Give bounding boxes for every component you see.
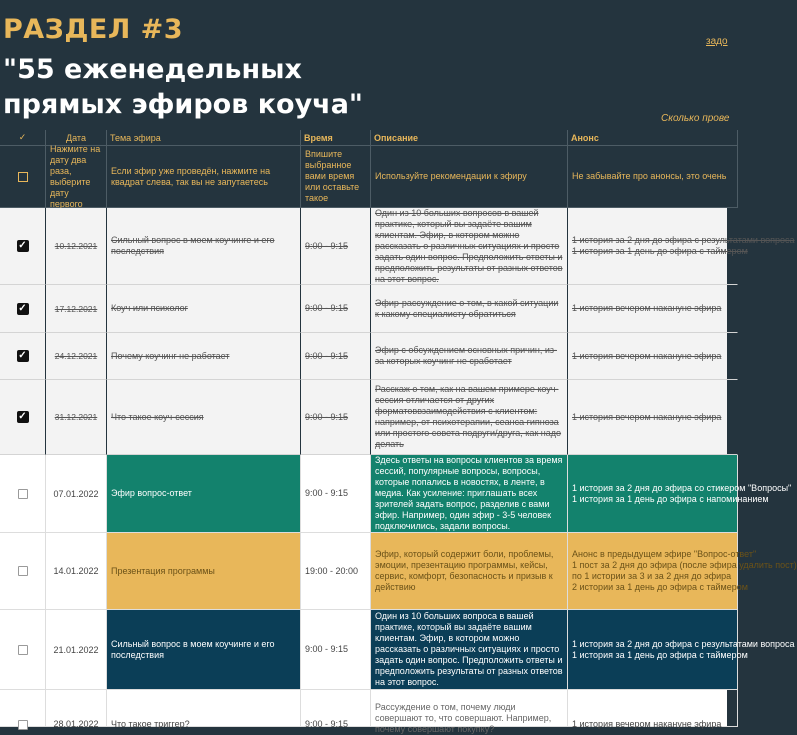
row-description: Рассуждение о том, почему люди совершают то, что совершают. Например, почему совершают покупку?: [375, 702, 552, 734]
page-title: [3, 52, 363, 122]
select-all-checkbox[interactable]: [18, 172, 28, 182]
row-date: 28.01.2022: [53, 719, 99, 729]
row-check-cell: [0, 690, 46, 727]
row-topic: Сильный вопрос в моем коучинге и его последствия: [111, 638, 275, 660]
row-topic: Коуч или психолог: [111, 303, 188, 313]
row-time: 9:00 - 9:15: [305, 719, 349, 729]
instruction-time: Впишите выбранное вами время или оставьте такое: [305, 149, 360, 203]
row-time: 9:00 - 9:15: [305, 488, 349, 498]
col-header-announce: Анонс: [568, 130, 738, 146]
row-check-cell: [0, 333, 46, 380]
row-description-cell: [371, 208, 568, 285]
row-checkbox-checked[interactable]: ✓: [18, 240, 27, 251]
table-row: [0, 533, 797, 610]
side-note: Сколько прове: [661, 113, 730, 124]
row-description: Один из 10 больших вопросов в вашей практике, который вы задаёте вашим клиентам. Эфир, в котором можно рассказать о различных ситуациях и просто задать один вопрос. Предположить ответы и предположить результаты от разных ответов на этот вопрос.: [375, 207, 563, 284]
row-time-cell: [301, 610, 371, 690]
table-row: [0, 207, 795, 285]
row-time: 9:00 - 9:15: [305, 240, 349, 251]
row-announce: 1 история вечером накануне эфира: [572, 411, 722, 422]
row-checkbox[interactable]: [18, 645, 28, 655]
row-description: Эфир, который содержит боли, проблемы, эмоции, презентацию программы, кейсы, сервис, комфорт, безопасность и призыв к действию: [375, 549, 554, 592]
table-header-row: [0, 130, 727, 146]
row-description-cell: [371, 380, 568, 455]
row-topic-cell: [107, 208, 301, 285]
row-topic: Сильный вопрос в моем коучинге и его последствия: [111, 235, 275, 256]
row-date: 07.01.2022: [53, 488, 99, 499]
row-date-cell[interactable]: [46, 455, 107, 533]
row-description: Эфир с обсуждением основных причин, из-за которых коучинг не сработает: [375, 345, 557, 366]
row-announce: 1 история вечером накануне эфира: [572, 719, 722, 729]
row-checkbox-checked[interactable]: ✓: [18, 302, 27, 314]
row-description: Эфир-рассуждение о том, в какой ситуации к какому специалисту обратиться: [375, 297, 559, 319]
row-announce-cell: [568, 690, 738, 727]
row-announce: Анонс в предыдущем эфире "Вопрос-ответ" 1 пост за 2 дня до эфира (после эфира удалить пост) по 1 истории за 3 и за 2 дня до эфира 2 истории за 1 день до эфира с таймером: [572, 549, 797, 592]
row-checkbox-checked[interactable]: ✓: [18, 350, 27, 361]
instruction-time-cell: [301, 146, 371, 208]
row-announce-cell: [568, 333, 738, 380]
instruction-description: Используйте рекомендации к эфиру: [375, 171, 527, 181]
row-description-cell: [371, 285, 568, 333]
row-time-cell: [301, 285, 371, 333]
row-check-cell: [0, 380, 46, 455]
row-announce: 1 история за 2 дня до эфира с результатами вопроса 1 история за 1 день до эфира с таймером: [572, 638, 795, 660]
row-date-cell[interactable]: [46, 285, 107, 333]
row-check-cell: [0, 285, 46, 333]
row-date: 14.01.2022: [53, 566, 99, 576]
page-header: [0, 0, 730, 130]
row-announce-cell: [568, 610, 795, 690]
row-time-cell: [301, 533, 371, 610]
row-topic: Почему коучинг не работает: [111, 350, 230, 361]
top-link[interactable]: задо: [706, 36, 728, 47]
row-time-cell: [301, 455, 371, 533]
row-time: 9:00 - 9:15: [305, 644, 349, 654]
row-announce-cell: [568, 285, 738, 333]
instruction-date-cell: [46, 143, 107, 209]
row-announce-cell: [568, 208, 795, 285]
section-label: РАЗДЕЛ #3: [3, 14, 184, 45]
row-date: 17.12.2021: [54, 303, 98, 314]
row-time-cell: [301, 690, 371, 727]
row-announce: 1 история за 2 дня до эфира с результатами вопроса 1 история за 1 день до эфира с таймером: [572, 235, 795, 256]
row-date-cell[interactable]: [46, 380, 107, 455]
col-header-topic: Тема эфира: [107, 130, 301, 146]
row-description-cell: [371, 610, 568, 690]
row-topic-cell: [107, 690, 301, 727]
row-topic-cell: [107, 610, 301, 690]
row-check-cell: [0, 208, 46, 285]
instruction-description-cell: [371, 146, 568, 208]
instruction-date: Нажмите на дату два раза, выберите дату первого: [50, 143, 101, 209]
instruction-row: [0, 143, 727, 209]
row-date-cell[interactable]: [46, 690, 107, 727]
row-announce: 1 история вечером накануне эфира: [572, 303, 722, 313]
row-date-cell[interactable]: [46, 533, 107, 610]
row-check-cell: [0, 455, 46, 533]
row-date-cell[interactable]: [46, 208, 107, 285]
col-header-description: Описание: [371, 130, 568, 146]
row-date-cell[interactable]: [46, 333, 107, 380]
row-announce-cell: [568, 533, 797, 610]
row-description-cell: [371, 533, 568, 610]
row-date: 31.12.2021: [54, 412, 98, 422]
instruction-topic-cell: [107, 146, 301, 208]
row-topic: Эфир вопрос-ответ: [111, 488, 192, 498]
row-time: 9:00 - 9:15: [305, 350, 349, 361]
row-date: 10.12.2021: [54, 241, 98, 251]
table-row: [0, 285, 727, 333]
col-header-date: Дата: [46, 130, 107, 146]
row-topic: Презентация программы: [111, 565, 215, 576]
table-row: [0, 333, 727, 380]
row-checkbox-checked[interactable]: ✓: [18, 411, 27, 422]
table-row: [0, 455, 792, 533]
row-topic: Что такое триггер?: [111, 719, 190, 729]
row-checkbox[interactable]: [18, 489, 28, 499]
col-header-check: ✓: [0, 130, 46, 146]
row-time: 19:00 - 20:00: [305, 565, 359, 576]
row-date: 21.01.2022: [53, 644, 99, 655]
row-description: Расскаж о том, как на вашем примере коуч-сессия отличается от других форматоввзаимодействия с клиентом: например, от психотерапии, сеанса гипноза или простого совета подруги/друга, как надо делать: [375, 384, 562, 449]
row-checkbox[interactable]: [18, 566, 28, 576]
row-topic: Что такое коуч-сессия: [111, 411, 204, 422]
instruction-announce: Не забывайте про анонсы, это очень: [572, 171, 727, 181]
row-announce: 1 история за 2 дня до эфира со стикером "Вопросы" 1 история за 1 день до эфира с напоминанием: [572, 482, 792, 504]
row-topic-cell: [107, 533, 301, 610]
col-header-time: Время: [301, 130, 371, 146]
row-checkbox[interactable]: [18, 720, 28, 730]
table-row: [0, 380, 727, 455]
row-time-cell: [301, 333, 371, 380]
row-description-cell: [371, 455, 568, 533]
row-time: 9:00 - 9:15: [305, 303, 349, 313]
row-description-cell: [371, 333, 568, 380]
row-check-cell: [0, 610, 46, 690]
row-announce: 1 история вечером накануне эфира: [572, 350, 722, 361]
table-row: [0, 690, 727, 734]
select-all-cell: [0, 146, 46, 208]
table-row: [0, 610, 795, 690]
row-topic-cell: [107, 333, 301, 380]
instruction-topic: Если эфир уже проведён, нажмите на квадрат слева, так вы не запутаетесь: [111, 165, 271, 187]
row-date-cell[interactable]: [46, 610, 107, 690]
page-title-line-1: "55 еженедельных: [3, 54, 302, 85]
row-description: Здесь ответы на вопросы клиентов за время сессий, популярные вопросы, вопросы, которые попались в новостях, в ленте, в медиа. Как усиление: приглашать всех зрителей задать вопрос, разделив с вами эфир. Например, один эфир - 3-5 человек подключились, задали вопросы.: [375, 455, 563, 531]
row-time-cell: [301, 380, 371, 455]
row-time-cell: [301, 208, 371, 285]
row-topic-cell: [107, 285, 301, 333]
row-description-cell: [371, 690, 568, 734]
row-date: 24.12.2021: [54, 351, 98, 361]
row-time: 9:00 - 9:15: [305, 411, 349, 422]
row-topic-cell: [107, 380, 301, 455]
instruction-announce-cell: [568, 146, 738, 208]
row-description: Один из 10 больших вопроса в вашей практике, который вы задаёте вашим клиентам. Эфир, в котором можно рассказать о различных ситуациях и просто задать один вопрос. Предположить ответы и предположить результаты от разных ответов на этот вопрос.: [375, 611, 563, 687]
row-announce-cell: [568, 455, 792, 533]
page-title-line-2: прямых эфиров коуча": [3, 89, 363, 120]
row-check-cell: [0, 533, 46, 610]
row-announce-cell: [568, 380, 738, 455]
row-topic-cell: [107, 455, 301, 533]
